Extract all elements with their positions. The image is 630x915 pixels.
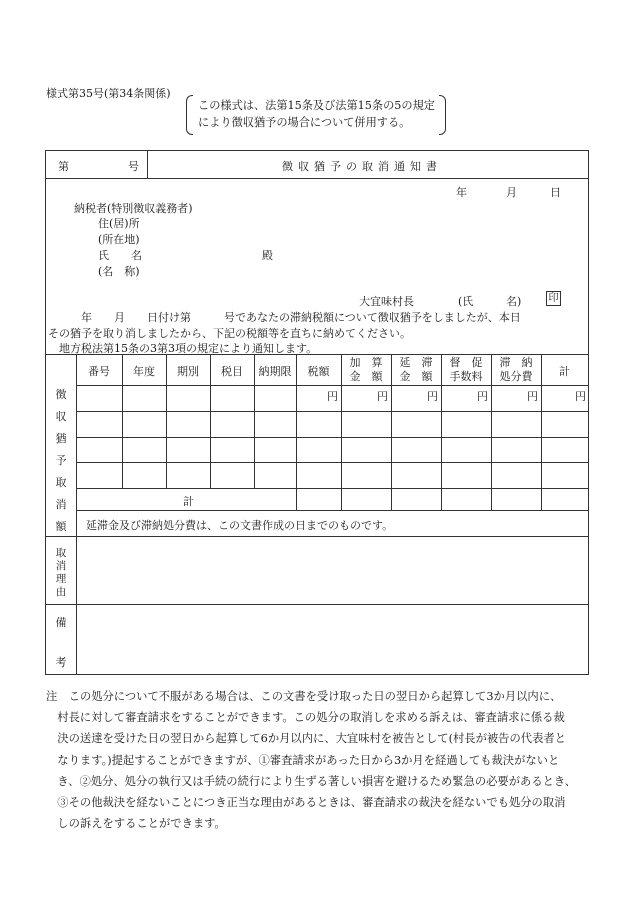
column-header-disposition-fee: [491, 356, 541, 384]
divider: [76, 488, 588, 489]
note-line: き、②処分、処分の執行又は手続の続行により生ずる著しい損害を避けるため緊急の必要があるとき、: [46, 774, 577, 788]
column-header: 納期限: [258, 365, 292, 378]
yen-unit: 円: [527, 390, 538, 403]
table-side-label: [54, 384, 68, 538]
remarks-char: 考: [55, 656, 67, 669]
issuer-name-open: (氏: [458, 295, 474, 308]
divider: [76, 354, 77, 536]
column-header: 期別: [177, 365, 199, 378]
column-header-reminder-fee: [441, 356, 491, 384]
yen-unit: 円: [427, 390, 438, 403]
divider: [46, 354, 588, 355]
body-line: 地方税法第15条の3第3項の規定により通知します。: [48, 342, 318, 355]
usage-note-line: この様式は、法第15条及び法第15条の5の規定: [198, 99, 435, 112]
note-line: しの訴えをすることができます。: [46, 817, 226, 831]
total-label: 計: [183, 495, 194, 508]
column-header-delinquency: [391, 356, 441, 384]
column-header-line: 金 額: [349, 370, 383, 383]
note-line: 注 この処分について不服がある場合は、この文書を受け取った日の翌日から起算して3か月以内に、: [46, 690, 562, 703]
document-title: 徴収猶予の取消通知書: [282, 160, 442, 173]
side-char: 徴: [55, 388, 67, 401]
divider: [76, 411, 588, 412]
divider: [46, 178, 588, 179]
column-header-line: 手数料: [449, 370, 483, 383]
date-year: 年: [456, 186, 467, 199]
taxpayer-label: 納税者(特別徴収義務者): [74, 202, 193, 215]
yen-unit: 円: [575, 390, 586, 403]
column-header-line: 加 算: [349, 356, 383, 369]
side-char: 猶: [55, 432, 67, 445]
honorific: 殿: [262, 249, 273, 262]
column-header: 年度: [133, 365, 155, 378]
side-char: 額: [55, 520, 67, 533]
column-header: 番号: [88, 365, 110, 378]
yen-unit: 円: [327, 390, 338, 403]
divider: [76, 385, 588, 386]
reason-char: 取: [55, 547, 67, 559]
column-header: 税額: [307, 365, 330, 378]
column-header-line: 滞 納: [499, 356, 533, 369]
form-number-label: 様式第35号(第34条関係): [46, 87, 171, 100]
usage-note: [198, 97, 435, 131]
side-char: 収: [55, 410, 67, 423]
divider: [147, 151, 148, 178]
body-line: その猶予を取り消しましたから、下記の税額等を直ちに納めてください。: [48, 327, 411, 340]
divider: [76, 510, 588, 511]
column-header: 税目: [221, 365, 243, 378]
bracket-right: [439, 95, 446, 135]
date-month: 月: [506, 186, 517, 199]
reason-char: 消: [55, 560, 67, 572]
divider: [76, 437, 588, 438]
reason-char: 由: [55, 586, 67, 598]
reason-char: 理: [55, 573, 67, 585]
bracket-left: [186, 95, 193, 135]
usage-note-bracket: [186, 95, 446, 133]
column-header-line: 延 滞: [399, 356, 433, 369]
divider: [76, 462, 588, 463]
reason-label: [54, 547, 68, 599]
address-label: 住(居)所: [98, 217, 140, 230]
side-char: 予: [55, 454, 67, 467]
remarks-label: [54, 614, 68, 670]
remarks-char: 備: [55, 616, 67, 629]
column-header-line: 金 額: [399, 370, 433, 383]
location-label: (所在地): [98, 233, 140, 246]
note-line: 村長に対して審査請求をすることができます。この処分の取消しを求める訴えは、審査請求に係る裁: [46, 711, 565, 725]
issuer-name-close: 名): [506, 295, 522, 308]
column-header-line: 処分費: [499, 370, 533, 383]
note-line: なります。)提起することができますが、①審査請求があった日から3か月を経過しても裁決がないと: [46, 753, 560, 767]
name-alt-label: (名 称): [98, 265, 140, 278]
body-line: 年 月 日付け第 号であなたの滞納税額について徴収猶予をしましたが、本日: [48, 311, 521, 324]
yen-unit: 円: [377, 390, 388, 403]
notice-form: [45, 150, 589, 675]
appeal-notice: [46, 686, 591, 834]
note-line: 決の送達を受けた日の翌日から起算して6か月以内に、大宜味村を被告として(村長が被告の代表者と: [46, 732, 566, 746]
name-label: 氏 名: [98, 249, 142, 262]
date-day: 日: [550, 186, 561, 199]
number-label: 第: [58, 160, 69, 173]
note-line: ③その他裁決を経ないことにつき正当な理由があるときは、審査請求の裁決を経ないでも処分の取消: [46, 796, 566, 810]
usage-note-line: により徴収猶予の場合について併用する。: [198, 116, 411, 129]
number-suffix: 号: [128, 160, 139, 173]
column-header-line: 督 促: [449, 356, 483, 369]
table-footnote: 延滞金及び滞納処分費は、この文書作成の日までのものです。: [86, 519, 394, 532]
yen-unit: 円: [477, 390, 488, 403]
divider: [46, 604, 588, 605]
side-char: 消: [55, 498, 67, 511]
side-char: 取: [55, 476, 67, 489]
column-header-surcharge: [341, 356, 391, 384]
seal-mark: 印: [546, 291, 561, 306]
divider: [46, 536, 588, 537]
column-header: 計: [559, 365, 570, 378]
divider: [76, 536, 77, 675]
issuer-title: 大宜味村長: [359, 295, 414, 308]
